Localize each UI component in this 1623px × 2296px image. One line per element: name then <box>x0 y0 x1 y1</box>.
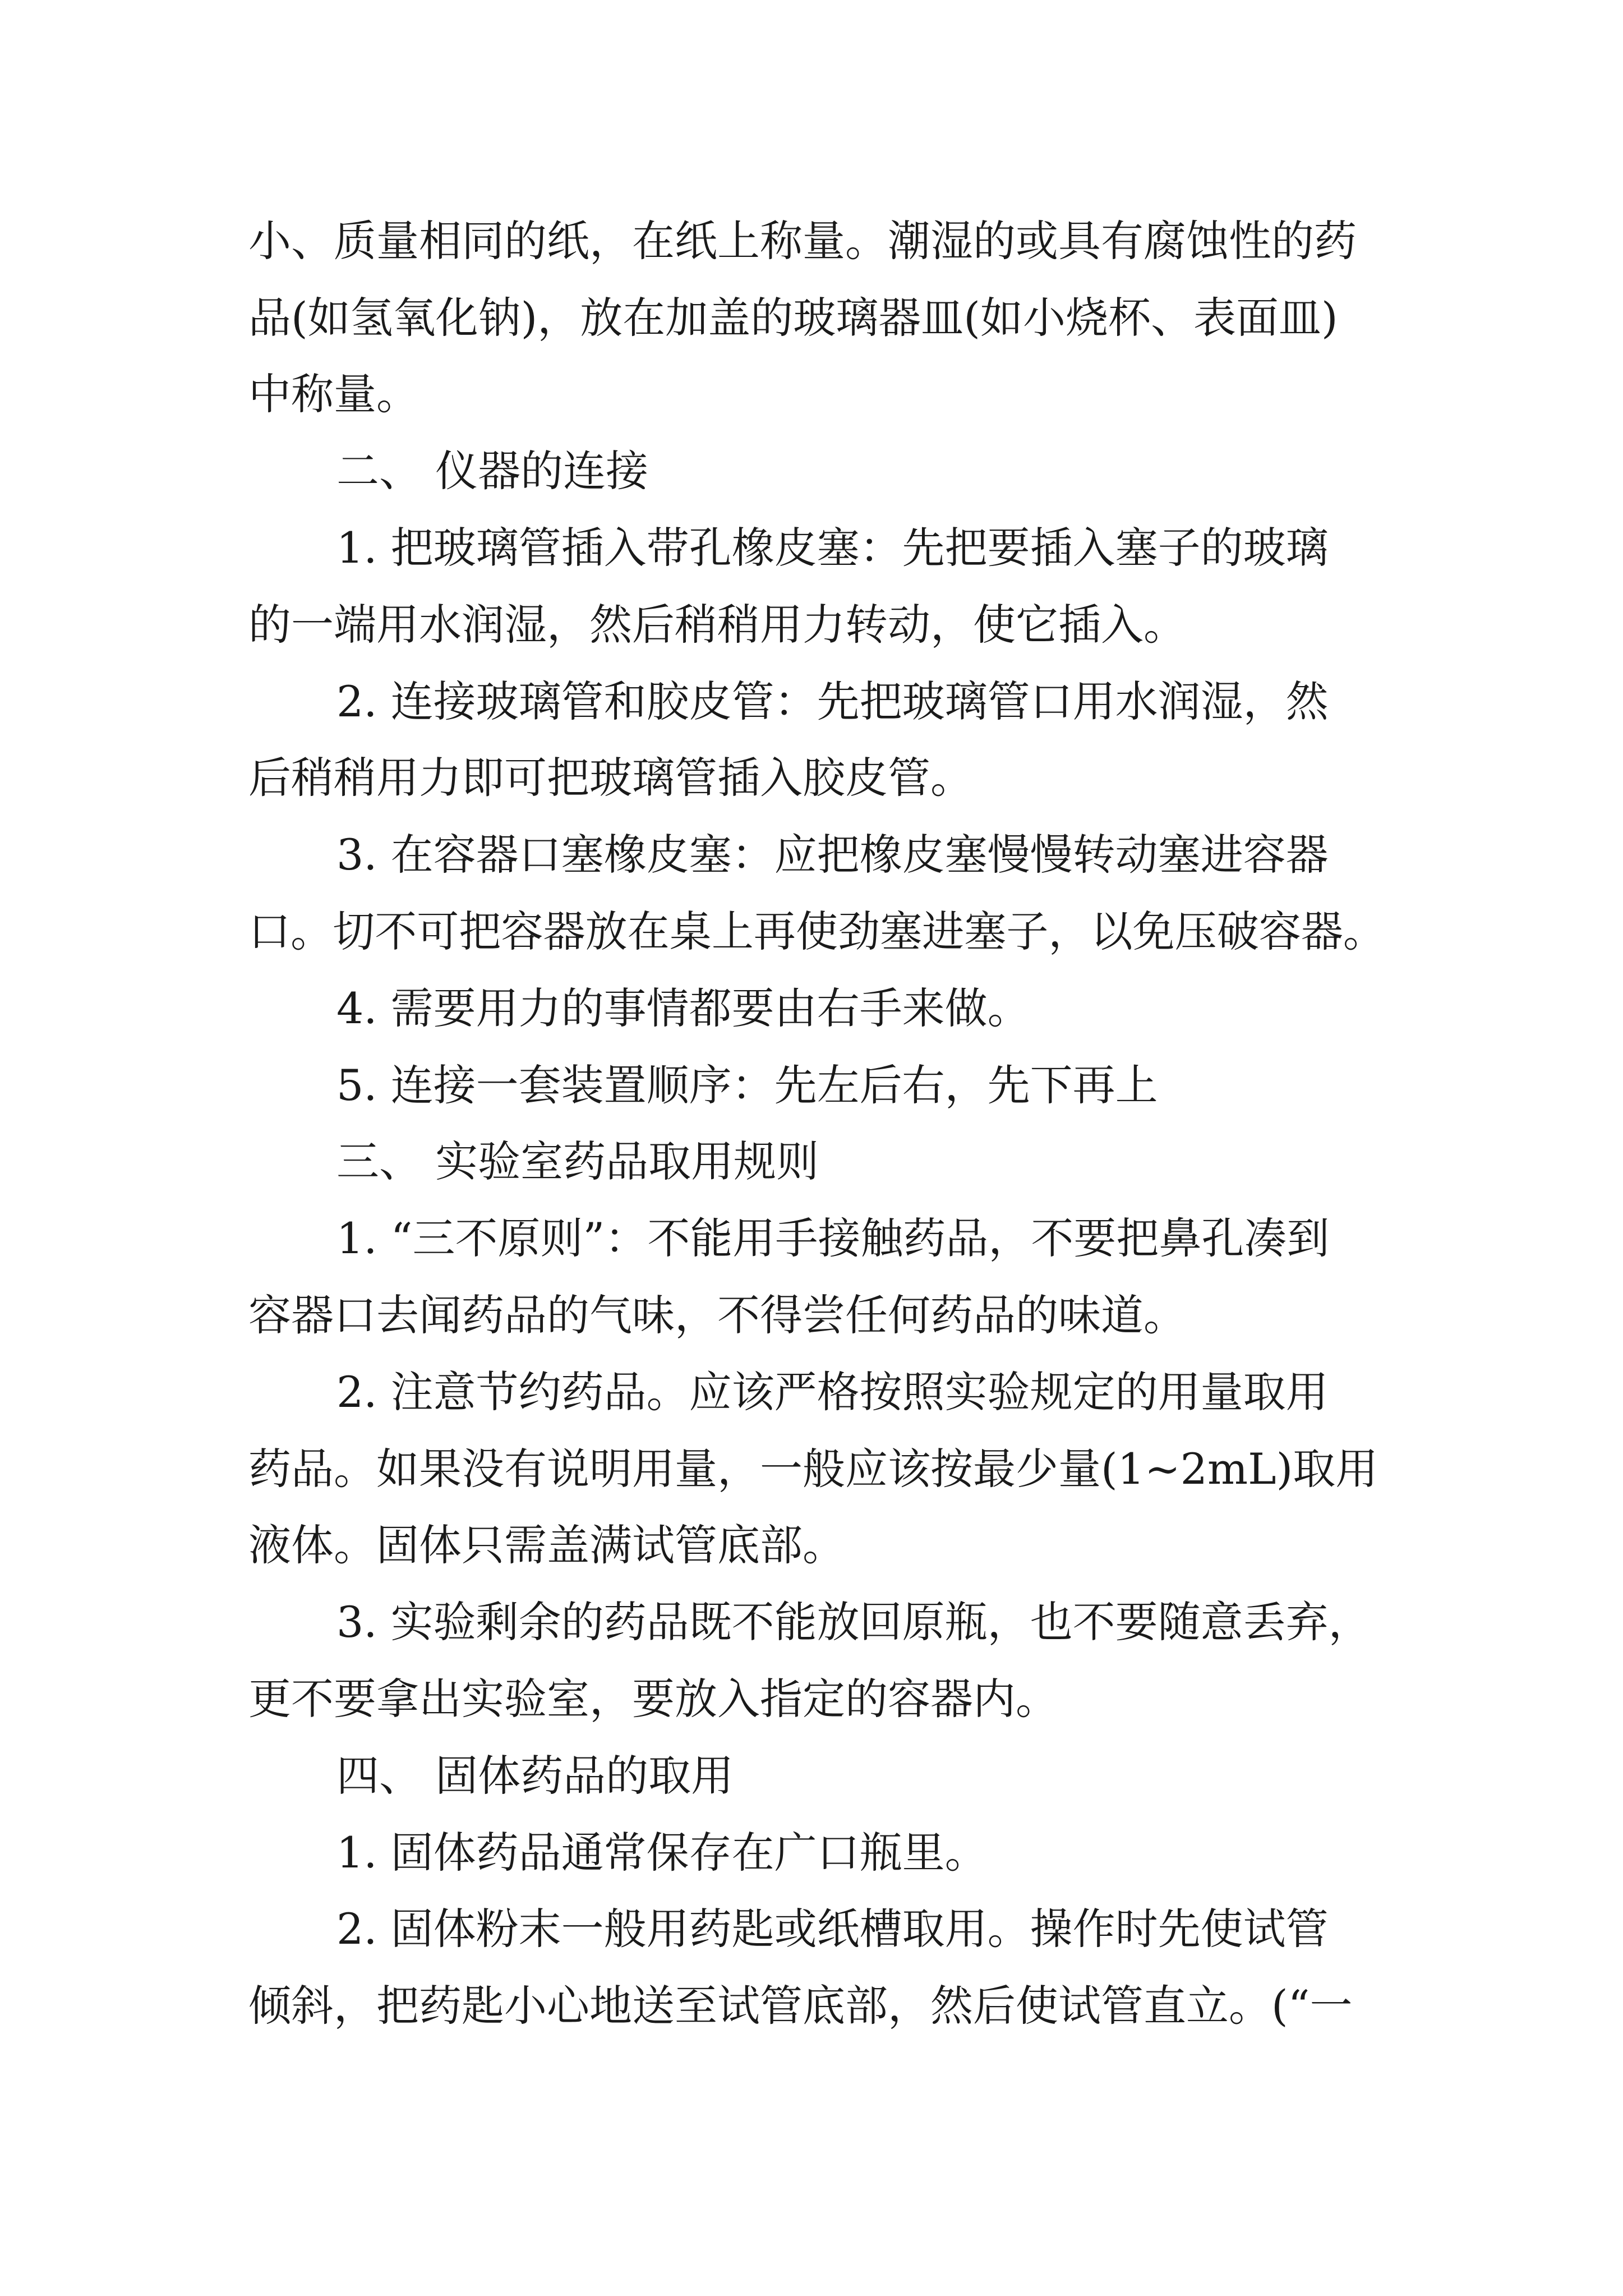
text-line: 更不要拿出实验室，要放入指定的容器内。 <box>248 1674 1058 1724</box>
text-line: 1. 把玻璃管插入带孔橡皮塞：先把要插入塞子的玻璃 <box>336 523 1329 573</box>
text-line: 后稍稍用力即可把玻璃管插入胶皮管。 <box>248 753 973 803</box>
text-line: 小、质量相同的纸，在纸上称量。潮湿的或具有腐蚀性的药 <box>248 216 1357 266</box>
text-line: 中称量。 <box>248 369 419 419</box>
text-line: 品(如氢氧化钠)，放在加盖的玻璃器皿(如小烧杯、表面皿) <box>248 293 1338 343</box>
text-line: 2. 连接玻璃管和胶皮管：先把玻璃管口用水润湿，然 <box>336 677 1329 726</box>
text-line: 药品。如果没有说明用量，一般应该按最少量(1~2mL)取用 <box>248 1444 1378 1494</box>
text-line: 5. 连接一套装置顺序：先左后右，先下再上 <box>336 1060 1158 1110</box>
text-line: 4. 需要用力的事情都要由右手来做。 <box>336 983 1030 1033</box>
text-line: 3. 实验剩余的药品既不能放回原瓶，也不要随意丢弃， <box>336 1597 1371 1647</box>
section-heading: 三、 实验室药品取用规则 <box>336 1137 819 1186</box>
text-line: 液体。固体只需盖满试管底部。 <box>248 1520 845 1570</box>
section-heading: 二、 仪器的连接 <box>336 446 649 496</box>
text-line: 的一端用水润湿，然后稍稍用力转动，使它插入。 <box>248 600 1186 650</box>
text-line: 口。切不可把容器放在桌上再使劲塞进塞子，以免压破容器。 <box>248 907 1385 956</box>
text-line: 1. “三不原则”：不能用手接触药品，不要把鼻孔凑到 <box>336 1213 1330 1263</box>
text-line: 倾斜，把药匙小心地送至试管底部，然后使试管直立。(“一 <box>248 1981 1353 2031</box>
section-heading: 四、 固体药品的取用 <box>336 1751 734 1801</box>
text-line: 容器口去闻药品的气味，不得尝任何药品的味道。 <box>248 1290 1186 1340</box>
text-line: 2. 固体粉末一般用药匙或纸槽取用。操作时先使试管 <box>336 1904 1329 1954</box>
text-line: 3. 在容器口塞橡皮塞：应把橡皮塞慢慢转动塞进容器 <box>336 830 1329 880</box>
text-line: 2. 注意节约药品。应该严格按照实验规定的用量取用 <box>336 1367 1329 1417</box>
text-line: 1. 固体药品通常保存在广口瓶里。 <box>336 1828 988 1878</box>
